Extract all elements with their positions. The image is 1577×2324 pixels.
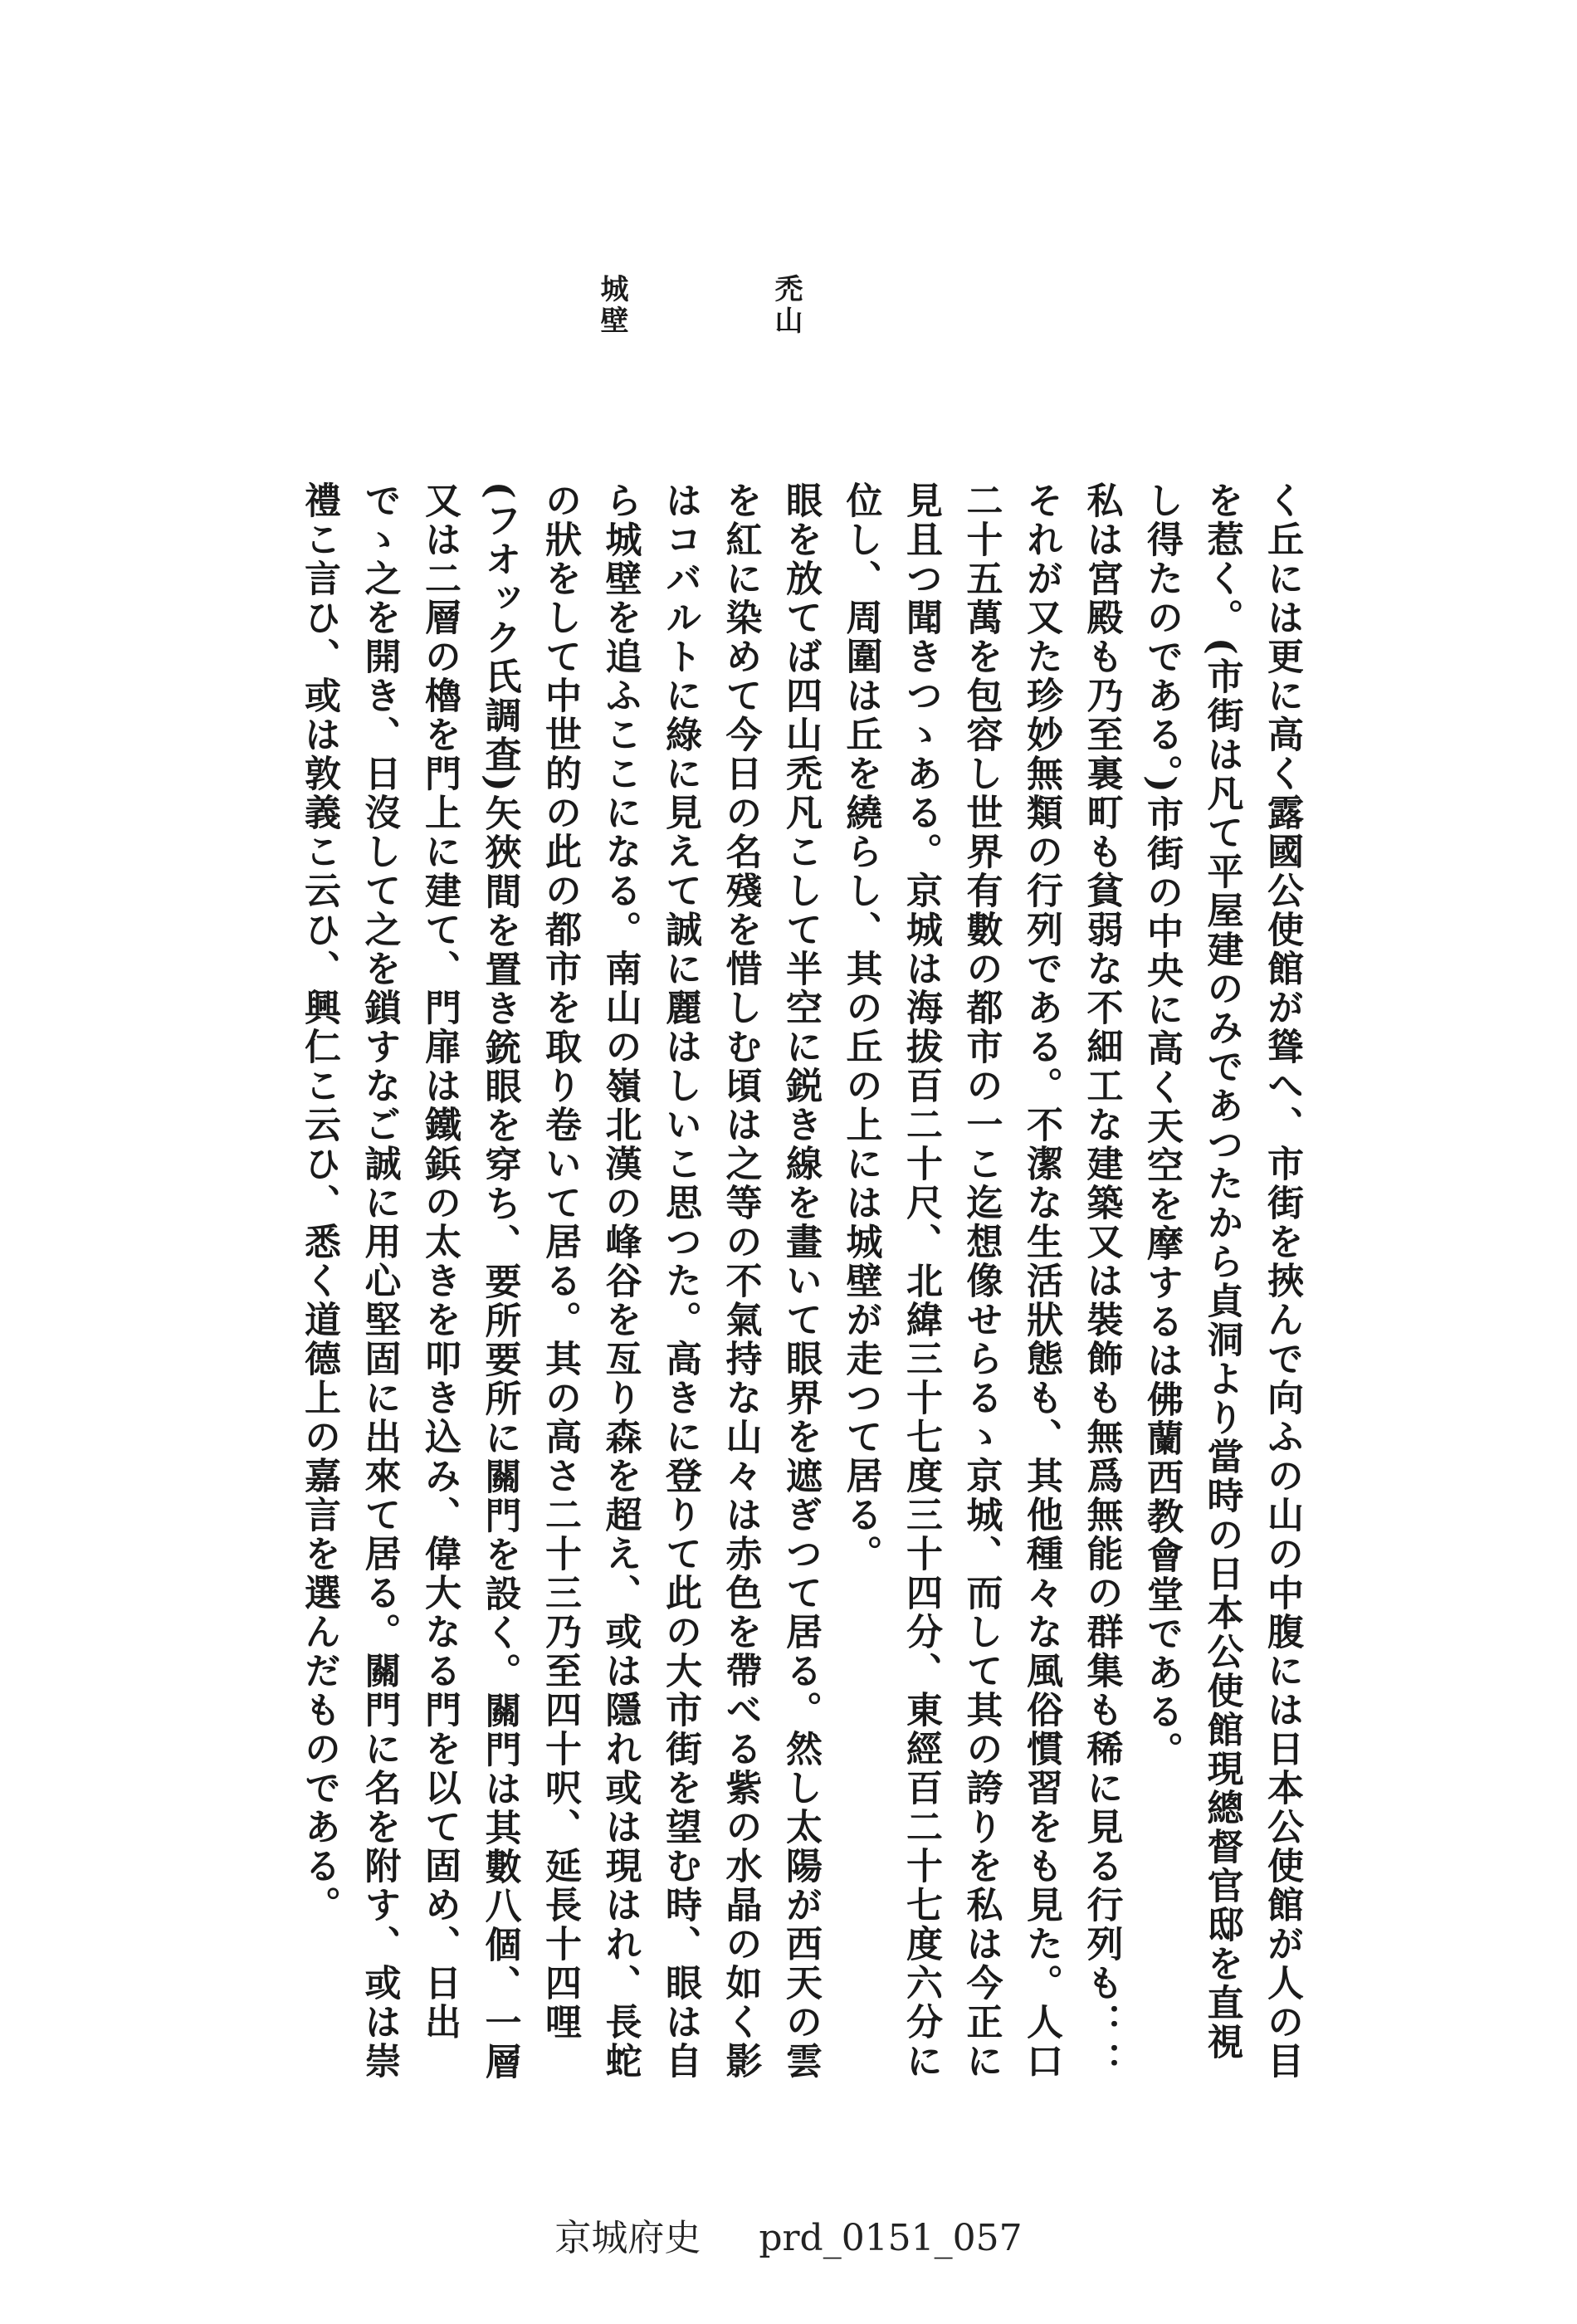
paragraph: 私は宮殿も乃至裏町も貧弱な不細工な建築又は裝飾も無爲無能の群集も稀に見る行列も：：それが又た珍妙無類の行列である。不潔な生活狀態も、其他種々な風俗慣習をも見た。人口二十五萬を包容し世界有數の都市の一こ迄想像せらるゝ京城、而して其の誇りを私は今正に見且つ聞きつゝある。京城は海拔百二十尺、北緯三十七度三十四分、東經百二十七度六分に位し、周圍は丘を繞らし、其の丘の上には城壁が走つて居る。 bbox=[839, 481, 1123, 2081]
vertical-body-text bbox=[282, 481, 1311, 2092]
footer-book-title: 京城府史 bbox=[554, 2217, 701, 2259]
margin-heading-bald-mountains: 禿山 bbox=[769, 274, 803, 337]
paragraph: く丘には更に高く露國公使館が聳へ、市街を挾んで向ふの山の中腹には日本公使館が人の目を惹く。(市街は凡て平屋建のみであつたから貞洞より當時の日本公使館現總督官邸を直視し得たのである。)市街の中央に高く天空を摩するは佛蘭西教會堂である。 bbox=[1140, 481, 1303, 2081]
margin-headings bbox=[581, 274, 813, 382]
paragraph: 眼を放てば四山禿凡こして半空に鋭き線を畫いて眼界を遮ぎつて居る。然し太陽が西天の雲を紅に染めて今日の名殘を惜しむ頃は之等の不氣持な山々は赤色を帶べる紫の水晶の如く影はコバルトに綠に見えて誠に麗はしいこ思つた。高きに登りて此の大市街を望む時、眼は自ら城壁を追ふここになる。南山の嶺北漢の峰谷を亙り森を超え、或は隱れ或は現はれ、長蛇の狀をして中世的の此の都市を取り卷いて居る。其の高さ二十三乃至四十呎、延長十四哩(フオック氏調査)矢狹間を置き銃眼を穿ち、要所要所に關門を設く。關門は其數八個、一層又は二層の櫓を門上に建て、門扉は鐵鋲の太きを叩き込み、偉大なる門を以て固め、日出でゝ之を開き、日沒して之を鎖すなご誠に用心堅固に出來て居る。關門に名を附す、或は崇禮こ言ひ、或は敦義こ云ひ、興仁こ云ひ、悉く道德上の嘉言を選んだものである。 bbox=[298, 481, 822, 2082]
margin-heading-city-wall: 城壁 bbox=[595, 274, 628, 337]
page-footer bbox=[0, 2208, 1577, 2261]
footer-page-id: prd_0151_057 bbox=[759, 2217, 1023, 2259]
